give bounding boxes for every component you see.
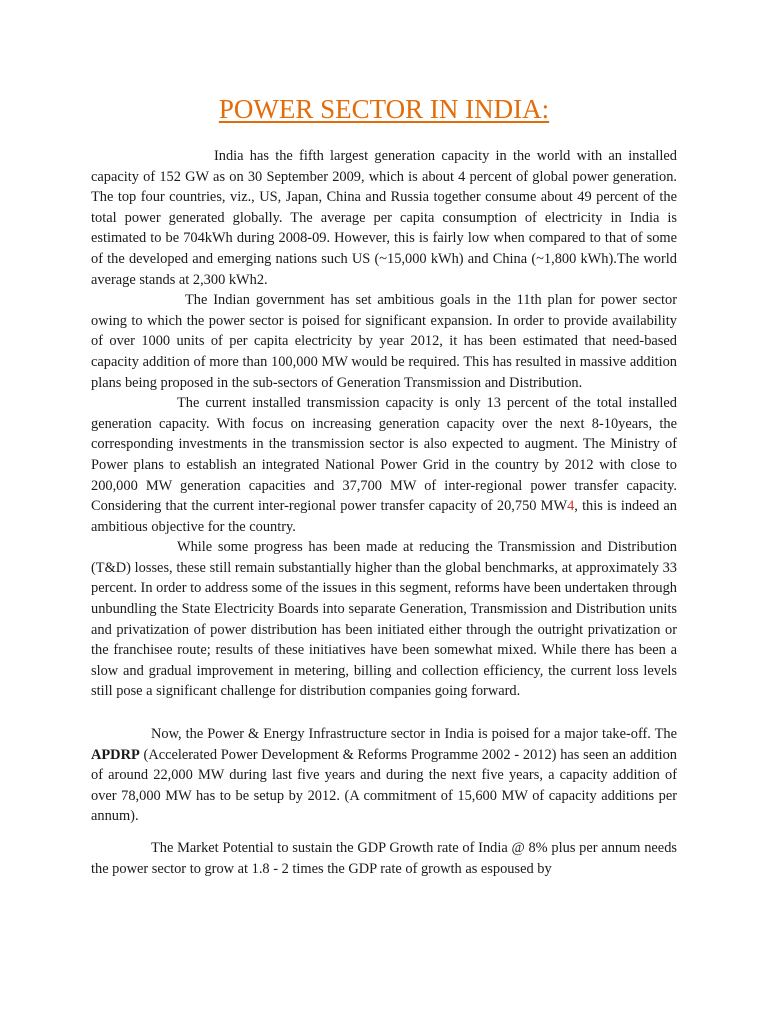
paragraph-government-goals: The Indian government has set ambitious goals in the 11th plan for power sector owing to which the power sector is poised for significant expansion. In order to provide availability of over 1000 units of per capita electricity by year 2012, it has been estimated that need-based capacity addition of more than 100,000 MW would be required. This has resulted in massive addition plans being proposed in the sub-sectors of Generation Transmission and Distribution. (91, 292, 677, 391)
paragraph-apdrp-text: Now, the Power & Energy Infrastructure sector in India is poised for a major take-off. The (151, 726, 677, 743)
paragraph-transmission-text-end: , this is indeed an ambitious objective for the country. (91, 498, 677, 535)
paragraph-apdrp (91, 724, 677, 827)
paragraph-apdrp-text-end: (Accelerated Power Development & Reforms Programme 2002 - 2012) has seen an addition of around 22,000 MW during last five years and during the next five years, a capacity addition of over 78,000 MW has to be setup by 2012. (A commitment of 15,600 MW of capacity additions per annum). (91, 746, 677, 825)
apdrp-bold-term: APDRP (91, 746, 140, 763)
paragraph-transmission-capacity (91, 393, 677, 537)
page-title: POWER SECTOR IN INDIA: (218, 94, 550, 124)
footnote-reference: 4 (567, 498, 575, 515)
paragraph-td-losses: While some progress has been made at reducing the Transmission and Distribution (T&D) losses, these still remain substantially higher than the global benchmarks, at approximately 33 percent. In order to address some of the issues in this segment, reforms have been undertaken through unbundling the State Electricity Boards into separate Generation, Transmission and Distribution units and privatization of power distribution has been initiated either through the outright privatization or the franchisee route; results of these initiatives have been somewhat mixed. While there has been a slow and gradual improvement in metering, billing and collection efficiency, the current loss levels still pose a significant challenge for distribution companies going forward. (91, 539, 677, 700)
paragraph-generation-capacity: India has the fifth largest generation capacity in the world with an installed capacity of 152 GW as on 30 September 2009, which is about 4 percent of global power generation. The top four countries, viz., US, Japan, China and Russia together consume about 49 percent of the total power generated globally. The average per capita consumption of electricity in India is estimated to be 704kWh during 2008-09. However, this is fairly low when compared to that of some of the developed and emerging nations such US (~15,000 kWh) and China (~1,800 kWh).The world average stands at 2,300 kWh2. (91, 148, 677, 288)
document-body (91, 146, 677, 879)
paragraph-transmission-text: The current installed transmission capacity is only 13 percent of the total installed generation capacity. With focus on increasing generation capacity over the next 8-10years, the corresponding investments in the transmission sector is also expected to augment. The Ministry of Power plans to establish an integrated National Power Grid in the country by 2012 with close to 200,000 MW generation capacities and 37,700 MW of inter-regional power transfer capacity. Considering that the current inter-regional power transfer capacity of 20,750 MW (91, 395, 677, 515)
paragraph-market-potential: The Market Potential to sustain the GDP Growth rate of India @ 8% plus per annum needs the power sector to grow at 1.8 - 2 times the GDP rate of growth as espoused by (91, 840, 677, 877)
